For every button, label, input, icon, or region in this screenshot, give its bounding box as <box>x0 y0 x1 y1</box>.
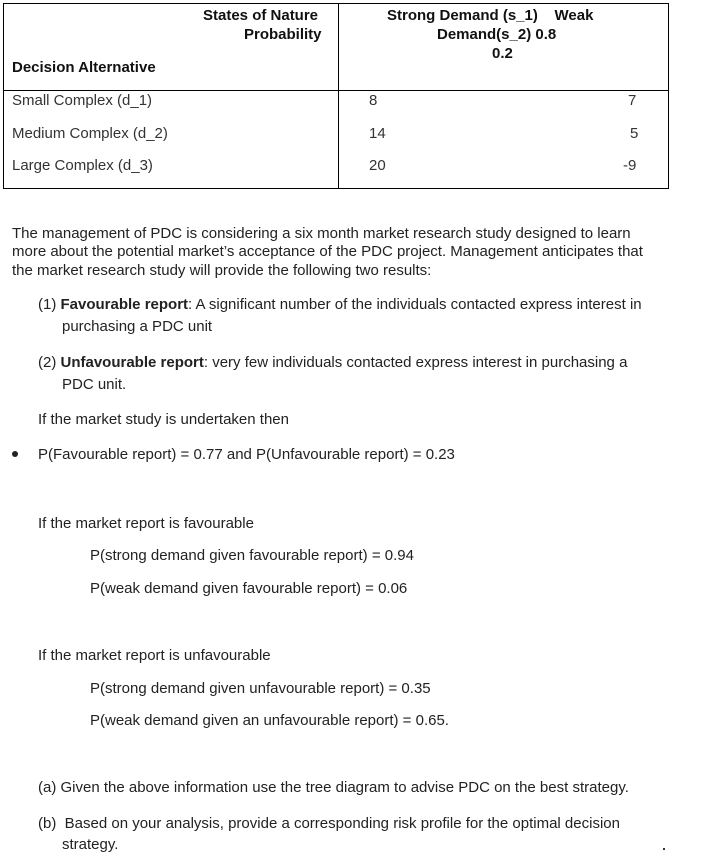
header-states-of-nature: States of Nature <box>203 7 319 24</box>
unfav-weak-prob: P(weak demand given an unfavourable report) = 0.65. <box>90 712 449 729</box>
row-label: Medium Complex (d_2) <box>12 125 168 142</box>
intro-line-1: The management of PDC is considering a six month market research study designed to learn <box>12 225 631 242</box>
favourable-number: (1) <box>38 296 61 313</box>
header-state-line-3: 0.2 <box>492 45 513 62</box>
fav-weak-prob: P(weak demand given favourable report) = 0.06 <box>90 580 408 597</box>
question-b-cont: strategy. <box>62 836 119 853</box>
if-favourable-text: If the market report is favourable <box>38 515 254 532</box>
header-decision-alternative: Decision Alternative <box>12 59 156 76</box>
unfavourable-report-text: : very few individuals contacted express interest in purchasing a <box>203 354 628 371</box>
favourable-report-title: Favourable report <box>60 296 189 313</box>
row-strong-value: 8 <box>369 92 378 109</box>
row-strong-value: 14 <box>369 125 386 142</box>
intro-line-2: more about the potential market’s acceptance of the PDC project. Management anticipates that <box>12 243 643 260</box>
unfavourable-report-text-cont: PDC unit. <box>62 376 127 393</box>
unfavourable-report-item <box>38 354 627 372</box>
unfavourable-number: (2) <box>38 354 61 371</box>
header-state-line-1: Strong Demand (s_1) Weak <box>387 7 594 24</box>
row-label: Small Complex (d_1) <box>12 92 153 109</box>
header-probability: Probability <box>244 26 322 43</box>
fav-strong-prob: P(strong demand given favourable report) = 0.94 <box>90 547 414 564</box>
row-weak-value: 7 <box>628 92 637 109</box>
row-weak-value: 5 <box>630 125 639 142</box>
bullet-icon <box>12 451 18 457</box>
table-header-divider <box>4 90 668 91</box>
favourable-report-text-cont: purchasing a PDC unit <box>62 318 213 335</box>
header-state-line-2: Demand(s_2) 0.8 <box>437 26 557 43</box>
row-weak-value: -9 <box>623 157 637 174</box>
if-undertaken-text: If the market study is undertaken then <box>38 411 289 428</box>
stray-mark <box>663 848 665 850</box>
table-column-divider <box>338 4 339 188</box>
if-unfavourable-text: If the market report is unfavourable <box>38 647 271 664</box>
favourable-report-text: : A significant number of the individuals contacted express interest in <box>188 296 642 313</box>
row-label: Large Complex (d_3) <box>12 157 153 174</box>
payoff-table <box>3 3 669 189</box>
favourable-report-item <box>38 296 642 314</box>
intro-line-3: the market research study will provide the following two results: <box>12 262 432 279</box>
unfavourable-report-title: Unfavourable report <box>60 354 204 371</box>
unfav-strong-prob: P(strong demand given unfavourable report) = 0.35 <box>90 680 431 697</box>
report-probabilities: P(Favourable report) = 0.77 and P(Unfavourable report) = 0.23 <box>38 446 455 463</box>
row-strong-value: 20 <box>369 157 386 174</box>
question-a: (a) Given the above information use the tree diagram to advise PDC on the best strategy. <box>38 779 629 796</box>
question-b: (b) Based on your analysis, provide a corresponding risk profile for the optimal decision <box>38 815 620 832</box>
